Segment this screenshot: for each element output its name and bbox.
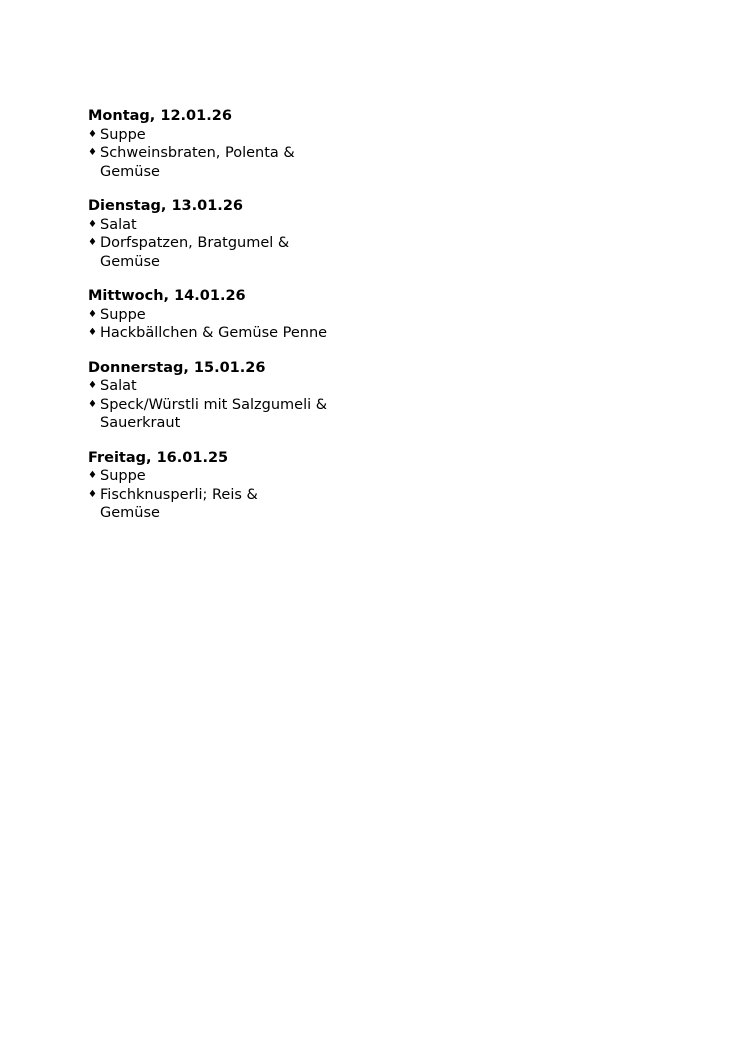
menu-item (88, 396, 408, 433)
diamond-bullet-icon: ♦ (88, 488, 97, 500)
diamond-bullet-icon: ♦ (88, 237, 97, 248)
diamond-bullet-icon: ♦ (88, 147, 97, 158)
day-wednesday (88, 287, 408, 343)
menu-item-text: Suppe (100, 306, 146, 323)
menu-item-text: Fischknusperli; Reis & Gemüse (100, 486, 258, 521)
menu-item (88, 216, 408, 235)
menu-item (88, 324, 408, 343)
day-monday (88, 107, 408, 181)
day-title: Donnerstag, 15.01.26 (88, 359, 266, 376)
menu-item (88, 377, 408, 396)
day-friday (88, 449, 408, 523)
day-title: Freitag, 16.01.25 (88, 449, 229, 466)
day-title: Dienstag, 13.01.26 (88, 198, 243, 214)
menu-item-text: Suppe (100, 468, 146, 484)
diamond-bullet-icon: ♦ (88, 308, 97, 320)
weekly-menu (88, 107, 408, 539)
menu-item (88, 234, 408, 271)
menu-item (88, 126, 408, 145)
day-title: Mittwoch, 14.01.26 (88, 288, 246, 304)
diamond-bullet-icon: ♦ (88, 128, 97, 140)
diamond-bullet-icon: ♦ (88, 398, 97, 410)
menu-item-text: Salat (100, 378, 137, 394)
menu-item (88, 486, 408, 523)
menu-item-text: Schweinsbraten, Polenta & Gemüse (100, 145, 295, 180)
diamond-bullet-icon: ♦ (88, 218, 97, 230)
diamond-bullet-icon: ♦ (88, 327, 97, 338)
menu-item-text: Suppe (100, 126, 146, 143)
day-tuesday (88, 197, 408, 271)
day-thursday (88, 359, 408, 433)
menu-item-text: Dorfspatzen, Bratgumel & Gemüse (100, 235, 290, 270)
menu-item-text: Salat (100, 216, 137, 233)
menu-item (88, 306, 408, 325)
menu-item-text: Speck/Würstli mit Salzgumeli & Sauerkraut (100, 396, 328, 431)
day-title: Montag, 12.01.26 (88, 108, 232, 124)
menu-item (88, 144, 408, 181)
menu-item (88, 467, 408, 486)
menu-item-text: Hackbällchen & Gemüse Penne (100, 325, 328, 341)
diamond-bullet-icon: ♦ (88, 380, 97, 391)
diamond-bullet-icon: ♦ (88, 470, 97, 481)
